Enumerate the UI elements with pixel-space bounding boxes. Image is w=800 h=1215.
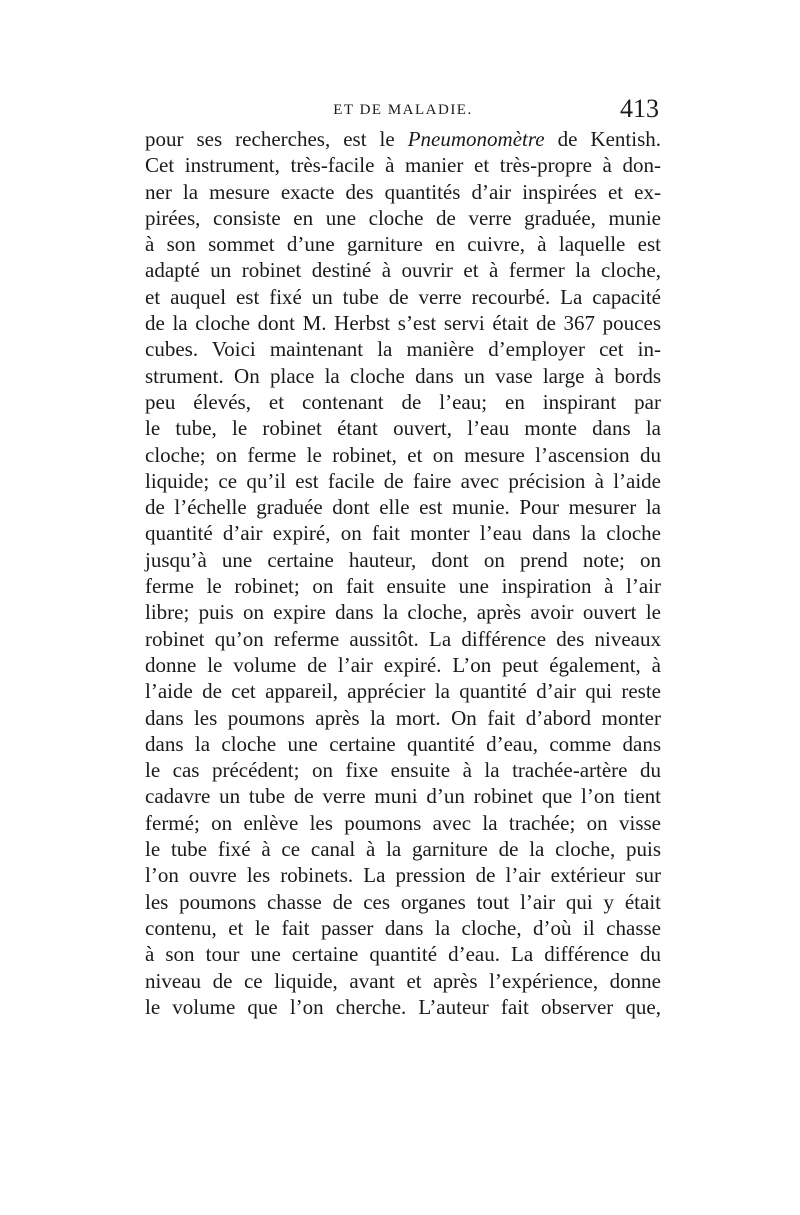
- text-line: robinet qu’on referme aussitôt. La différence des niveaux: [145, 626, 661, 651]
- text-line: de l’échelle graduée dont elle est munie. Pour mesurer la: [145, 495, 661, 520]
- text-line: et auquel est fixé un tube de verre recourbé. La capacité: [145, 284, 661, 309]
- running-title: ET DE MALADIE.: [333, 102, 473, 118]
- text-line: donne le volume de l’air expiré. L’on peut également, à: [145, 652, 661, 677]
- text-line: liquide; ce qu’il est facile de faire avec précision à l’aide: [145, 468, 661, 493]
- italic-term: Pneumonomètre: [407, 127, 545, 151]
- text-line: de la cloche dont M. Herbst s’est servi était de 367 pouces: [145, 311, 661, 336]
- text-line: l’aide de cet appareil, apprécier la quantité d’air qui reste: [145, 679, 661, 704]
- text-line: adapté un robinet destiné à ouvrir et à fermer la cloche,: [145, 258, 661, 283]
- text-line: quantité d’air expiré, on fait monter l’eau dans la cloche: [145, 521, 661, 546]
- text-line: libre; puis on expire dans la cloche, après avoir ouvert le: [145, 600, 661, 625]
- text-line: cubes. Voici maintenant la manière d’employer cet in-: [145, 337, 661, 362]
- text-line: dans la cloche une certaine quantité d’eau, comme dans: [145, 731, 661, 756]
- text-line: dans les poumons après la mort. On fait d’abord monter: [145, 705, 661, 730]
- text-line: les poumons chasse de ces organes tout l’air qui y était: [145, 889, 661, 914]
- text-line: ner la mesure exacte des quantités d’air inspirées et ex-: [145, 179, 661, 204]
- text-line: cadavre un tube de verre muni d’un robinet que l’on tient: [145, 784, 661, 809]
- text-line: ferme le robinet; on fait ensuite une inspiration à l’air: [145, 574, 661, 599]
- body-text: [145, 126, 661, 1020]
- text-line: l’on ouvre les robinets. La pression de l’air extérieur sur: [145, 863, 661, 888]
- text-line: le volume que l’on cherche. L’auteur fait observer que,: [145, 994, 661, 1019]
- text-line: fermé; on enlève les poumons avec la trachée; on visse: [145, 810, 661, 835]
- text-line: contenu, et le fait passer dans la cloche, d’où il chasse: [145, 915, 661, 940]
- text-line: cloche; on ferme le robinet, et on mesure l’ascension du: [145, 442, 661, 467]
- text-line: pirées, consiste en une cloche de verre graduée, munie: [145, 205, 661, 230]
- text-line-part: de Kentish.: [544, 127, 661, 151]
- text-line: Cet instrument, très-facile à manier et très-propre à don-: [145, 153, 661, 178]
- text-line: à son sommet d’une garniture en cuivre, à laquelle est: [145, 232, 661, 257]
- text-line: niveau de ce liquide, avant et après l’expérience, donne: [145, 968, 661, 993]
- text-line: strument. On place la cloche dans un vase large à bords: [145, 363, 661, 388]
- text-line: à son tour une certaine quantité d’eau. La différence du: [145, 942, 661, 967]
- text-line: le tube, le robinet étant ouvert, l’eau monte dans la: [145, 416, 661, 441]
- text-line: [145, 126, 661, 152]
- text-line: peu élevés, et contenant de l’eau; en inspirant par: [145, 389, 661, 414]
- text-line: le cas précédent; on fixe ensuite à la trachée-artère du: [145, 758, 661, 783]
- text-line: jusqu’à une certaine hauteur, dont on prend note; on: [145, 547, 661, 572]
- text-line: le tube fixé à ce canal à la garniture de la cloche, puis: [145, 837, 661, 862]
- text-line-part: pour ses recherches, est le: [145, 127, 408, 151]
- page-number: 413: [620, 94, 659, 123]
